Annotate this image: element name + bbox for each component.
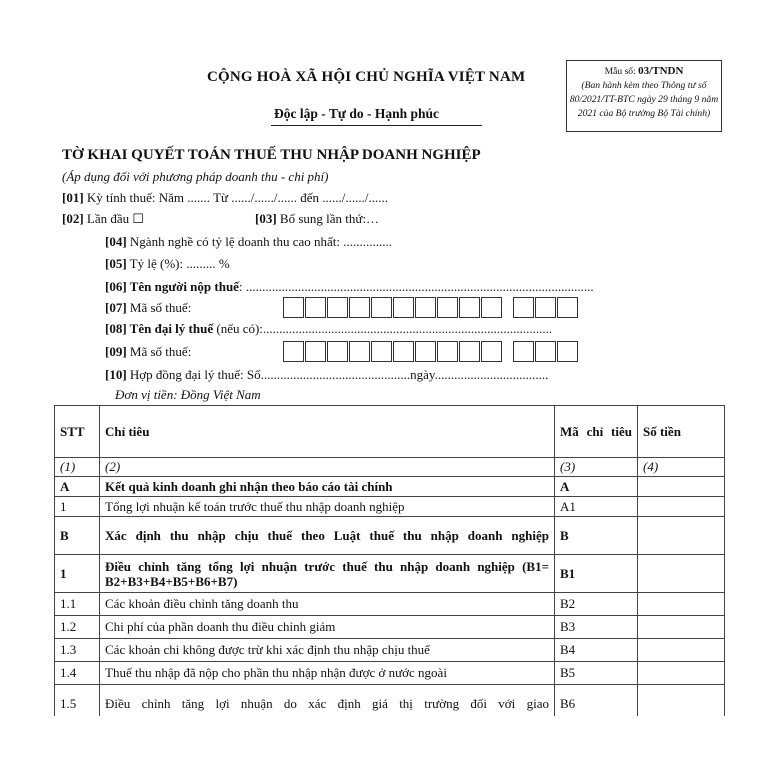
table-row xyxy=(55,616,725,639)
row-stt: 1.4 xyxy=(55,662,100,685)
field-09 xyxy=(105,344,191,360)
tax-code-boxes[interactable] xyxy=(283,297,579,318)
row-stt: 1.1 xyxy=(55,593,100,616)
row-amount[interactable] xyxy=(638,497,725,517)
form-code-box xyxy=(566,60,722,132)
row-amount[interactable] xyxy=(638,593,725,616)
field-04-text: Ngành nghề có tỷ lệ doanh thu cao nhất: ............... xyxy=(126,234,393,249)
row-indicator: Điều chỉnh tăng lợi nhuận do xác định giá thị trường đối với giao xyxy=(100,685,555,717)
row-amount[interactable] xyxy=(638,639,725,662)
document-title: TỜ KHAI QUYẾT TOÁN THUẾ THU NHẬP DOANH NGHIỆP xyxy=(62,147,481,163)
field-05-code: [05] xyxy=(105,256,127,271)
row-indicator: Thuế thu nhập đã nộp cho phần thu nhập nhận được ở nước ngoài xyxy=(100,662,555,685)
row-code: B xyxy=(555,517,638,555)
field-10-code: [10] xyxy=(105,367,127,382)
table-row xyxy=(55,685,725,717)
row-code: A xyxy=(555,477,638,497)
col-index: (4) xyxy=(638,458,725,477)
field-02-code: [02] xyxy=(62,211,84,226)
row-code: B6 xyxy=(555,685,638,717)
field-06-text: : ........................................................................................................... xyxy=(238,279,594,294)
header-code: Mã chỉ tiêu xyxy=(555,406,638,458)
row-indicator: Chi phí của phần doanh thu điều chỉnh giảm xyxy=(100,616,555,639)
field-01 xyxy=(62,190,388,206)
col-index: (3) xyxy=(555,458,638,477)
field-05-text: Tỷ lệ (%): ......... % xyxy=(126,256,230,271)
field-08-text: (nếu có):......................................................................................... xyxy=(213,321,553,336)
row-stt: B xyxy=(55,517,100,555)
field-10 xyxy=(105,367,548,383)
field-05 xyxy=(105,256,230,272)
document-subtitle: (Áp dụng đối với phương pháp doanh thu - chi phí) xyxy=(62,169,329,184)
republic-header: CỘNG HOÀ XÃ HỘI CHỦ NGHĨA VIỆT NAM xyxy=(207,69,526,85)
declaration-table xyxy=(54,405,725,716)
table-header-row xyxy=(55,406,725,458)
row-indicator: Kết quả kinh doanh ghi nhận theo báo cáo tài chính xyxy=(100,477,555,497)
field-07-text: Mã số thuế: xyxy=(126,300,192,315)
column-index-row xyxy=(55,458,725,477)
agent-tax-code-boxes[interactable] xyxy=(283,341,579,362)
field-03 xyxy=(255,211,379,227)
row-amount[interactable] xyxy=(638,517,725,555)
row-indicator: Điều chỉnh tăng tổng lợi nhuận trước thuế thu nhập doanh nghiệp (B1= B2+B3+B4+B5+B6+B7) xyxy=(100,555,555,593)
row-stt: 1 xyxy=(55,497,100,517)
form-note: (Ban hành kèm theo Thông tư số 80/2021/TT-BTC ngày 29 tháng 9 năm 2021 của Bộ trưởng Bộ Tài chính) xyxy=(569,80,719,119)
field-02 xyxy=(62,211,144,227)
row-stt: A xyxy=(55,477,100,497)
col-index: (2) xyxy=(100,458,555,477)
row-stt: 1.3 xyxy=(55,639,100,662)
row-stt: 1.2 xyxy=(55,616,100,639)
row-indicator: Tổng lợi nhuận kế toán trước thuế thu nhập doanh nghiệp xyxy=(100,497,555,517)
row-code: B4 xyxy=(555,639,638,662)
table-row xyxy=(55,662,725,685)
field-01-text: Kỳ tính thuế: Năm ....... Từ ....../....../...... đến ....../....../...... xyxy=(83,190,389,205)
table-row xyxy=(55,555,725,593)
field-03-code: [03] xyxy=(255,211,277,226)
form-code: 03/TNDN xyxy=(638,65,684,77)
row-code: B2 xyxy=(555,593,638,616)
row-amount[interactable] xyxy=(638,477,725,497)
currency-unit: Đơn vị tiền: Đồng Việt Nam xyxy=(115,387,261,402)
row-code: A1 xyxy=(555,497,638,517)
header-amount: Số tiền xyxy=(638,406,725,458)
row-indicator: Các khoản điều chỉnh tăng doanh thu xyxy=(100,593,555,616)
col-index: (1) xyxy=(55,458,100,477)
field-10-text: Hợp đồng đại lý thuế: Số..............................................ngày................................... xyxy=(126,367,549,382)
field-01-code: [01] xyxy=(62,190,84,205)
field-07 xyxy=(105,300,191,316)
row-amount[interactable] xyxy=(638,662,725,685)
table-row xyxy=(55,593,725,616)
row-amount[interactable] xyxy=(638,685,725,717)
motto-underline xyxy=(271,125,482,126)
motto: Độc lập - Tự do - Hạnh phúc xyxy=(274,106,440,121)
table-row xyxy=(55,477,725,497)
row-amount[interactable] xyxy=(638,616,725,639)
row-indicator: Xác định thu nhập chịu thuế theo Luật thuế thu nhập doanh nghiệp xyxy=(100,517,555,555)
field-06 xyxy=(105,279,594,295)
field-08-code: [08] Tên đại lý thuế xyxy=(105,321,214,336)
field-04 xyxy=(105,234,392,250)
row-stt: 1.5 xyxy=(55,685,100,717)
table-row xyxy=(55,497,725,517)
field-09-code: [09] xyxy=(105,344,127,359)
row-stt: 1 xyxy=(55,555,100,593)
field-04-code: [04] xyxy=(105,234,127,249)
field-02-text: Lần đầu ☐ xyxy=(83,211,145,226)
field-09-text: Mã số thuế: xyxy=(126,344,192,359)
header-indicator: Chỉ tiêu xyxy=(100,406,555,458)
row-code: B3 xyxy=(555,616,638,639)
table-row xyxy=(55,517,725,555)
table-row xyxy=(55,639,725,662)
form-code-label: Mẫu số: xyxy=(604,66,639,77)
field-07-code: [07] xyxy=(105,300,127,315)
field-06-code: [06] Tên người nộp thuế xyxy=(105,279,239,294)
field-08 xyxy=(105,321,552,337)
row-amount[interactable] xyxy=(638,555,725,593)
row-indicator: Các khoản chi không được trừ khi xác định thu nhập chịu thuế xyxy=(100,639,555,662)
field-03-text: Bổ sung lần thứ:… xyxy=(276,211,380,226)
header-stt: STT xyxy=(55,406,100,458)
row-code: B5 xyxy=(555,662,638,685)
row-code: B1 xyxy=(555,555,638,593)
